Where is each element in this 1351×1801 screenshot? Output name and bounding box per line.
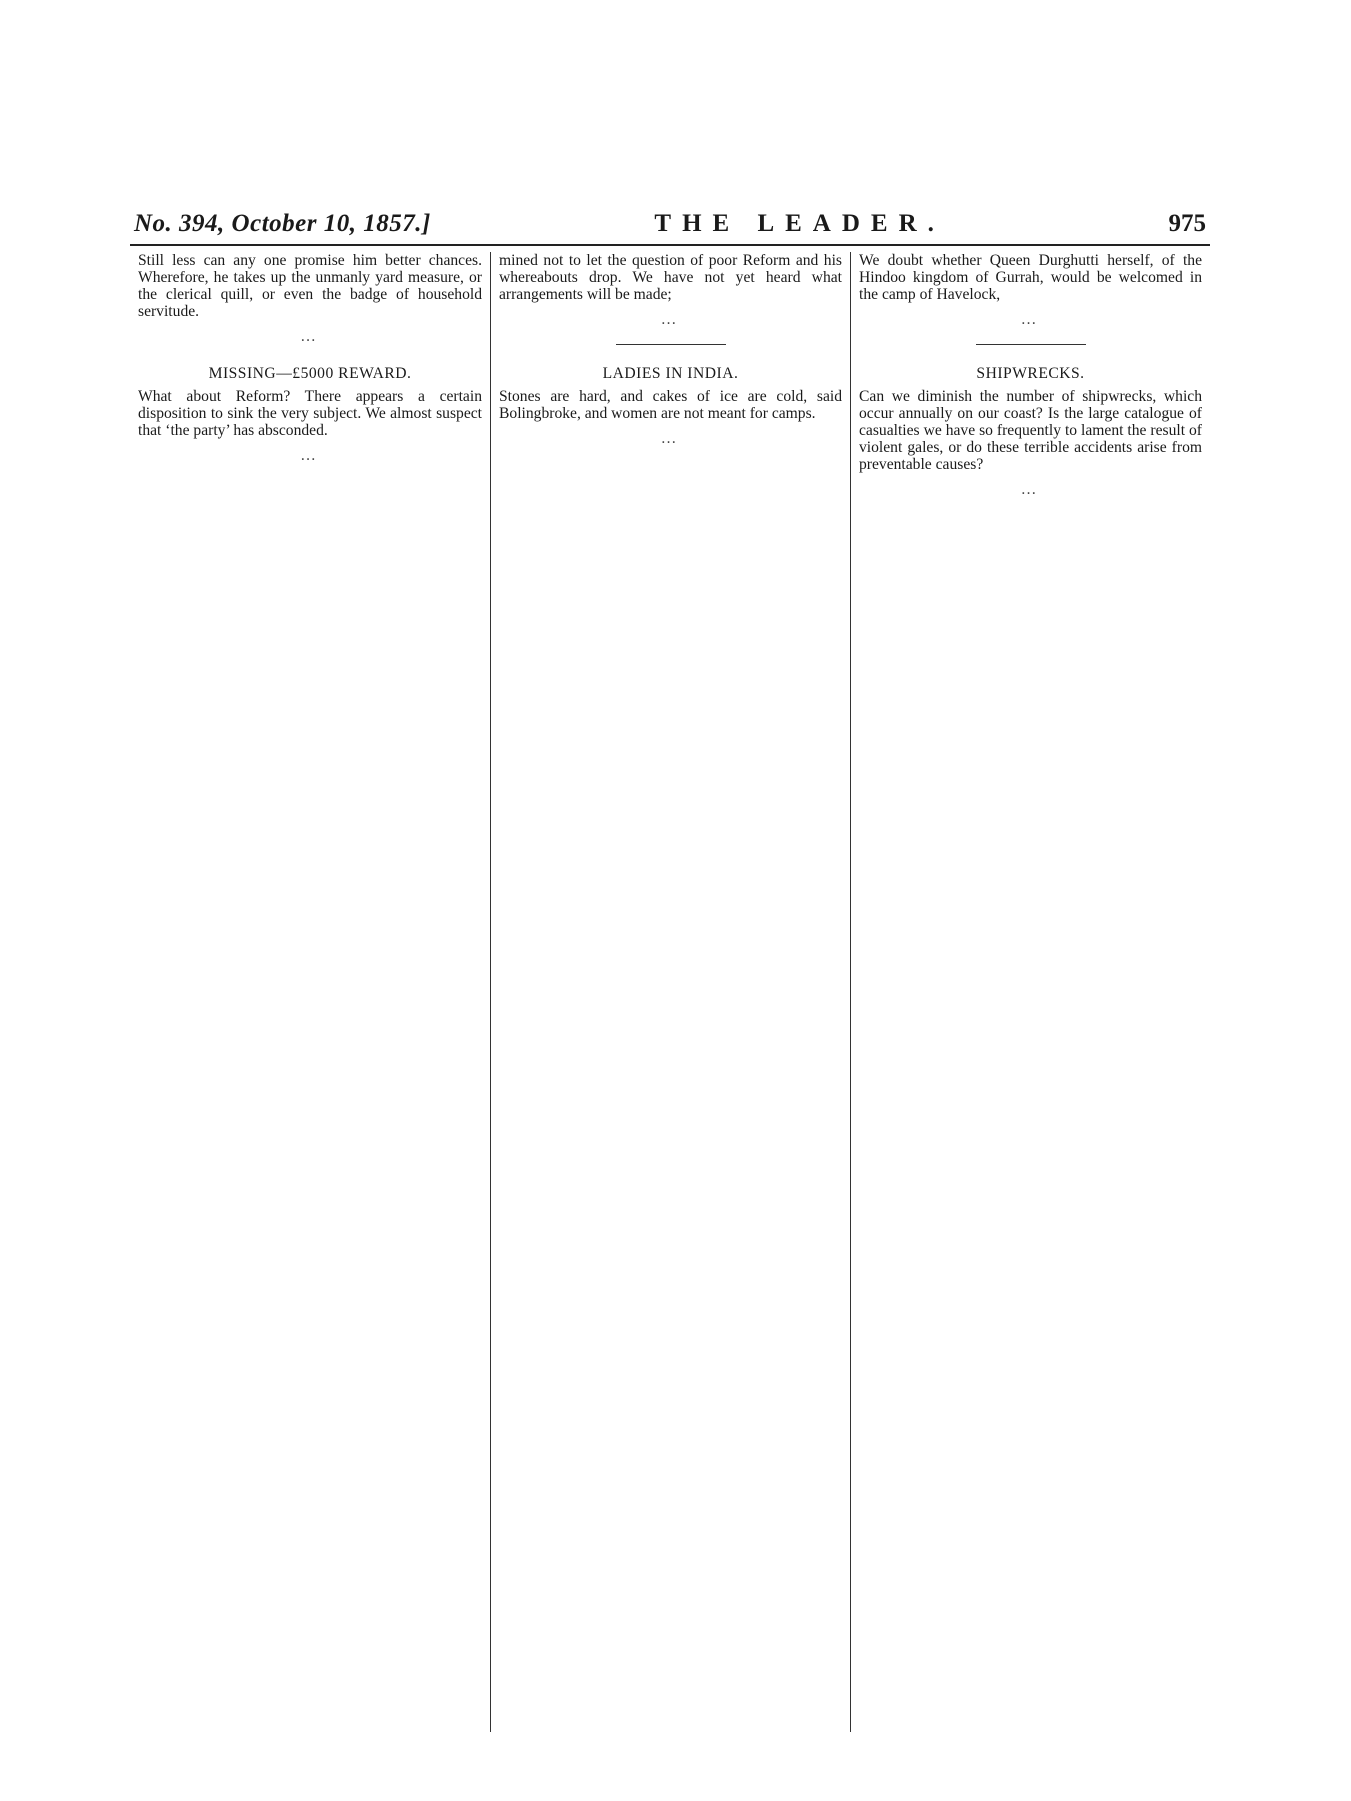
shipwrecks-heading: SHIPWRECKS. xyxy=(976,365,1085,382)
issue-date: No. 394, October 10, 1857.] xyxy=(134,210,431,237)
column-2 xyxy=(490,252,850,1732)
column-3-lead-in: We doubt whether Queen Durghutti herself, of the Hindoo kingdom of Gurrah, would be welcomed in the camp of Havelock, xyxy=(859,252,1202,303)
column-1 xyxy=(130,252,490,1732)
column-3 xyxy=(850,252,1210,1732)
ladies-in-india-heading: LADIES IN INDIA. xyxy=(602,365,739,382)
section-divider xyxy=(616,344,726,345)
column-2-lead-in: mined not to let the question of poor Reform and his whereabouts drop. We have not yet heard what arrangements will be made; xyxy=(499,252,842,303)
masthead xyxy=(130,210,1210,246)
column-3-ellipsis-1: … xyxy=(1020,311,1041,328)
column-1-ellipsis-1: … xyxy=(300,328,320,345)
article-columns xyxy=(130,252,1210,1732)
missing-reward-heading: MISSING—£5000 REWARD. xyxy=(208,365,412,382)
missing-reward-opening: What about Reform? There appears a certain disposition to sink the very subject. We almost suspect that ‘the party’ has absconded. xyxy=(138,388,482,439)
column-3-ellipsis-2: … xyxy=(1020,481,1041,498)
column-1-ellipsis-2: … xyxy=(300,447,320,464)
section-divider xyxy=(976,344,1086,345)
column-2-ellipsis-1: … xyxy=(660,311,681,328)
newspaper-page xyxy=(130,210,1210,1750)
page-number: 975 xyxy=(1168,210,1206,237)
shipwrecks-opening: Can we diminish the number of shipwrecks, which occur annually on our coast? Is the large catalogue of casualties we have so frequently to lament the result of violent gales, or do these terrible accidents arise from preventable causes? xyxy=(859,388,1202,473)
ladies-in-india-opening: Stones are hard, and cakes of ice are cold, said Bolingbroke, and women are not meant for camps. xyxy=(499,388,842,422)
column-1-lead-in: Still less can any one promise him better chances. Wherefore, he takes up the unmanly yard measure, or the clerical quill, or even the badge of household servitude. xyxy=(138,252,482,320)
newspaper-title: THE LEADER. xyxy=(654,210,945,237)
column-2-ellipsis-2: … xyxy=(660,430,681,447)
